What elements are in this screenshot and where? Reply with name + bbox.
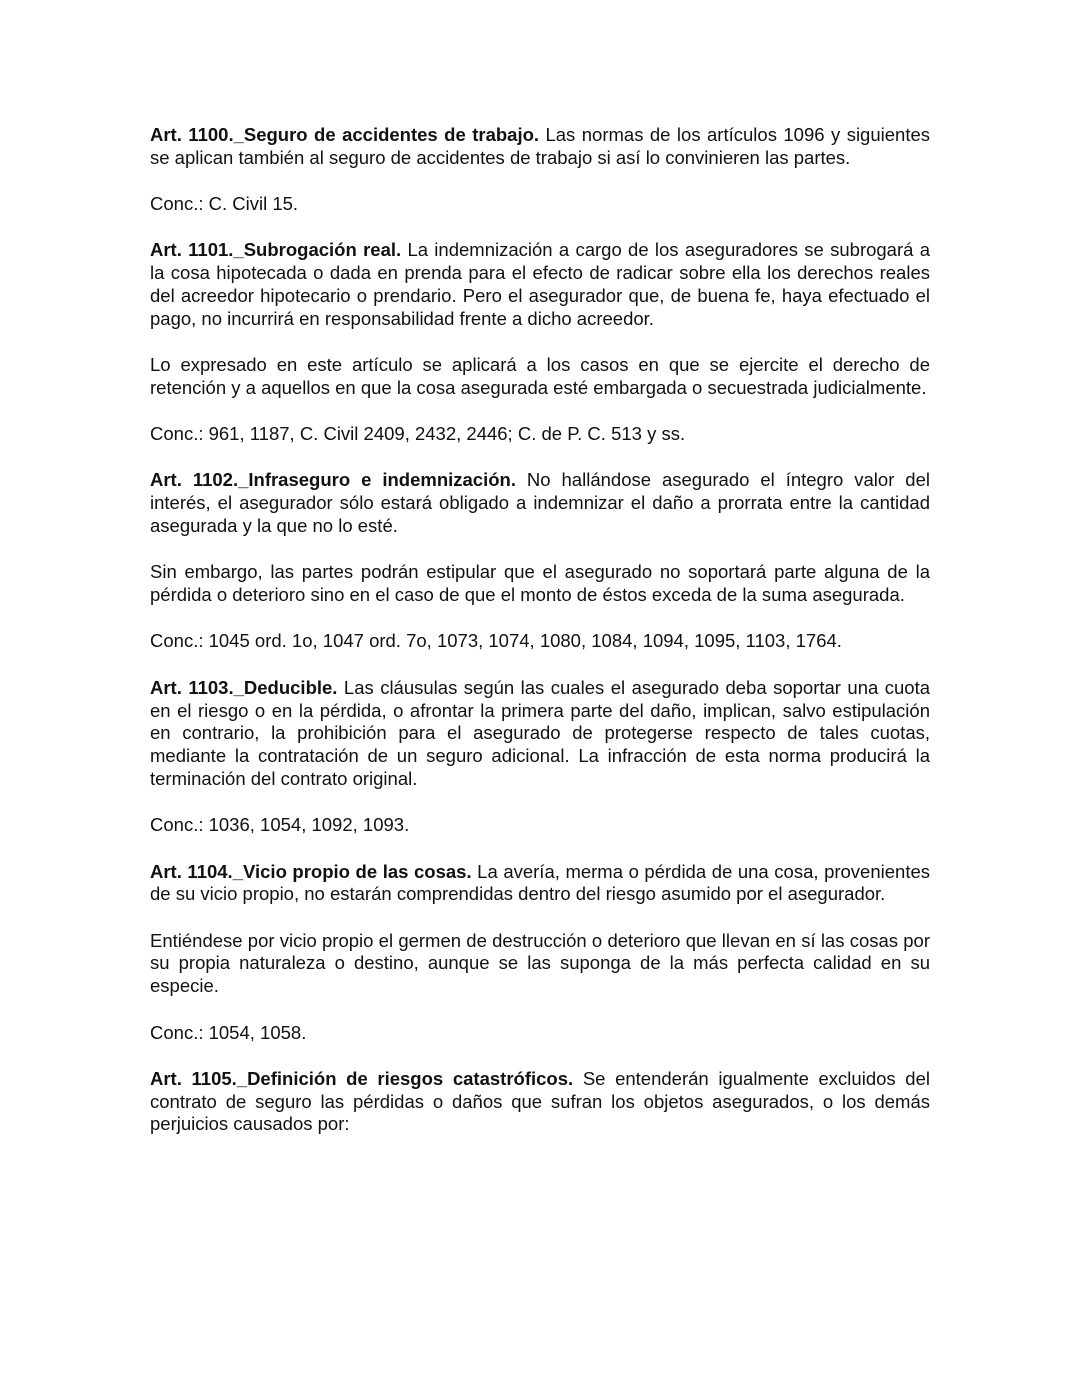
concordance: Conc.: 1045 ord. 1o, 1047 ord. 7o, 1073, 1074, 1080, 1084, 1094, 1095, 1103, 1764. xyxy=(150,630,842,652)
article-paragraph: Sin embargo, las partes podrán estipular que el asegurado no soportará parte alguna de la pérdida o deterioro sino en el caso de que el monto de éstos exceda de la suma asegurada. xyxy=(150,561,930,606)
article-1104 xyxy=(150,861,930,907)
article-heading: Art. 1103._Deducible. xyxy=(150,676,338,698)
concordance: Conc.: 961, 1187, C. Civil 2409, 2432, 2446; C. de P. C. 513 y ss. xyxy=(150,423,686,445)
article-body: Las normas de los artículos 1096 y siguientes se aplican también al seguro de accidentes de trabajo si así lo convinieren las partes. xyxy=(150,124,930,168)
concordance: Conc.: 1036, 1054, 1092, 1093. xyxy=(150,814,410,836)
article-paragraph: Entiéndese por vicio propio el germen de destrucción o deterioro que llevan en sí las cosas por su propia naturaleza o destino, aunque se las suponga de la más perfecta calidad en su especie. xyxy=(150,929,930,997)
article-1103 xyxy=(150,677,930,791)
article-1102 xyxy=(150,469,930,537)
document-page xyxy=(150,124,930,1160)
article-1100 xyxy=(150,124,930,170)
concordance: Conc.: C. Civil 15. xyxy=(150,193,299,215)
article-paragraph: Lo expresado en este artículo se aplicará a los casos en que se ejercite el derecho de retención y a aquellos en que la cosa asegurada esté embargada o secuestrada judicialmente. xyxy=(150,354,930,398)
article-heading: Art. 1101._Subrogación real. xyxy=(150,239,402,261)
article-body: Las cláusulas según las cuales el asegurado deba soportar una cuota en el riesgo o en la pérdida, o afrontar la primera parte del daño, implican, salvo estipulación en contrario, la prohibición para el asegurado de protegerse respecto de tales cuotas, mediante la contratación de un seguro adicional. La infracción de esta norma producirá la terminación del contrato original. xyxy=(150,676,930,789)
article-heading: Art. 1102._Infraseguro e indemnización. xyxy=(150,469,516,491)
article-body: Se entenderán igualmente excluidos del contrato de seguro las pérdidas o daños que sufran los objetos asegurados, o los demás perjuicios causados por: xyxy=(150,1067,930,1135)
article-1101 xyxy=(150,239,930,330)
article-heading: Art. 1104._Vicio propio de las cosas. xyxy=(150,860,472,882)
concordance: Conc.: 1054, 1058. xyxy=(150,1021,307,1043)
article-body: No hallándose asegurado el íntegro valor del interés, el asegurador sólo estará obligado a indemnizar el daño a prorrata entre la cantidad asegurada y la que no lo esté. xyxy=(150,469,930,537)
article-heading: Art. 1100._Seguro de accidentes de trabajo. xyxy=(150,124,540,145)
article-body: La indemnización a cargo de los aseguradores se subrogará a la cosa hipotecada o dada en prenda para el efecto de radicar sobre ella los derechos reales del acreedor hipotecario o prendario. Pero el asegurador que, de buena fe, haya efectuado el pago, no incurrirá en responsabilidad frente a dicho acreedor. xyxy=(150,239,930,329)
article-body: La avería, merma o pérdida de una cosa, provenientes de su vicio propio, no estarán comprendidas dentro del riesgo asumido por el asegurador. xyxy=(150,860,931,905)
article-1105 xyxy=(150,1068,930,1136)
article-heading: Art. 1105._Definición de riesgos catastróficos. xyxy=(150,1067,574,1089)
